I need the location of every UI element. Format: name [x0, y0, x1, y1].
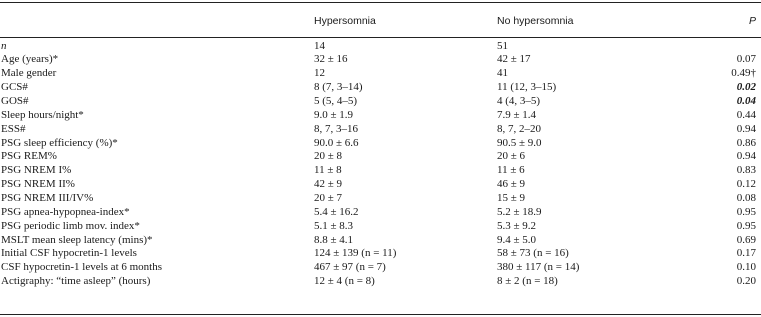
cell-hypersomnia: 11 ± 8 [314, 164, 342, 177]
table-top-rule [0, 2, 761, 3]
table-row [0, 234, 761, 248]
table-row [0, 67, 761, 81]
cell-no-hypersomnia: 11 (12, 3–15) [497, 81, 557, 94]
cell-p-value: 0.12 [736, 178, 756, 191]
cell-p-value: 0.49† [731, 67, 756, 80]
row-label: PSG periodic limb mov. index* [1, 219, 140, 232]
row-label: n [1, 39, 7, 52]
row-label: GOS# [1, 94, 29, 107]
table-row [0, 40, 761, 54]
cell-hypersomnia: 12 ± 4 (n = 8) [314, 275, 375, 288]
cell-hypersomnia: 32 ± 16 [314, 53, 348, 66]
table-row [0, 137, 761, 151]
row-label: PSG apnea-hypopnea-index* [1, 205, 130, 218]
cell-hypersomnia: 8 (7, 3–14) [314, 81, 363, 94]
row-label: GCS# [1, 81, 28, 94]
cell-no-hypersomnia: 58 ± 73 (n = 16) [497, 247, 569, 260]
header-hypersomnia: Hypersomnia [314, 15, 376, 27]
header-no-hypersomnia: No hypersomnia [497, 15, 574, 27]
cell-hypersomnia: 5.1 ± 8.3 [314, 219, 354, 232]
cell-p-value: 0.83 [736, 164, 756, 177]
cell-hypersomnia: 5 (5, 4–5) [314, 94, 358, 107]
row-label: Male gender [1, 67, 57, 80]
cell-p-value: 0.95 [736, 205, 756, 218]
cell-hypersomnia: 20 ± 7 [314, 191, 343, 204]
cell-no-hypersomnia: 8, 7, 2–20 [497, 122, 541, 135]
table-row [0, 53, 761, 67]
table-row [0, 109, 761, 123]
cell-hypersomnia: 8, 7, 3–16 [314, 122, 358, 135]
cell-no-hypersomnia: 380 ± 117 (n = 14) [497, 261, 580, 274]
cell-no-hypersomnia: 42 ± 17 [497, 53, 531, 66]
cell-no-hypersomnia: 11 ± 6 [497, 164, 525, 177]
table-row [0, 95, 761, 109]
cell-hypersomnia: 90.0 ± 6.6 [314, 136, 359, 149]
row-label: PSG NREM II% [1, 178, 75, 191]
cell-p-value: 0.69 [736, 233, 756, 246]
table-row [0, 178, 761, 192]
row-label: PSG REM% [1, 150, 57, 163]
cell-no-hypersomnia: 5.2 ± 18.9 [497, 205, 542, 218]
cell-no-hypersomnia: 5.3 ± 9.2 [497, 219, 537, 232]
cell-p-value: 0.02 [736, 81, 756, 94]
cell-no-hypersomnia: 20 ± 6 [497, 150, 526, 163]
cell-p-value: 0.94 [736, 150, 756, 163]
table-body [0, 40, 761, 289]
cell-no-hypersomnia: 8 ± 2 (n = 18) [497, 275, 558, 288]
table-row [0, 275, 761, 289]
cell-no-hypersomnia: 41 [497, 67, 508, 80]
table-row [0, 192, 761, 206]
cell-hypersomnia: 14 [314, 39, 325, 52]
cell-no-hypersomnia: 90.5 ± 9.0 [497, 136, 542, 149]
cell-hypersomnia: 5.4 ± 16.2 [314, 205, 359, 218]
row-label: MSLT mean sleep latency (mins)* [1, 233, 153, 246]
row-label: Age (years)* [1, 53, 59, 66]
cell-p-value: 0.04 [736, 94, 756, 107]
cell-p-value: 0.86 [736, 136, 756, 149]
row-label: PSG sleep efficiency (%)* [1, 136, 118, 149]
cell-no-hypersomnia: 7.9 ± 1.4 [497, 108, 537, 121]
cell-hypersomnia: 42 ± 9 [314, 178, 343, 191]
cell-no-hypersomnia: 9.4 ± 5.0 [497, 233, 537, 246]
row-label: Initial CSF hypocretin-1 levels [1, 247, 137, 260]
cell-hypersomnia: 8.8 ± 4.1 [314, 233, 354, 246]
table-row [0, 123, 761, 137]
cell-p-value: 0.94 [736, 122, 756, 135]
row-label: PSG NREM I% [1, 164, 72, 177]
cell-p-value: 0.20 [736, 275, 756, 288]
cell-hypersomnia: 20 ± 8 [314, 150, 343, 163]
cell-no-hypersomnia: 15 ± 9 [497, 191, 526, 204]
cell-p-value: 0.07 [736, 53, 756, 66]
table-row [0, 164, 761, 178]
table-row [0, 220, 761, 234]
cell-hypersomnia: 12 [314, 67, 325, 80]
cell-no-hypersomnia: 4 (4, 3–5) [497, 94, 541, 107]
cell-hypersomnia: 467 ± 97 (n = 7) [314, 261, 386, 274]
table-header-row [0, 15, 761, 29]
cell-p-value: 0.95 [736, 219, 756, 232]
row-label: Actigraphy: “time asleep” (hours) [1, 275, 151, 288]
table-bottom-rule [0, 314, 761, 315]
cell-p-value: 0.44 [736, 108, 756, 121]
row-label: CSF hypocretin-1 levels at 6 months [1, 261, 163, 274]
table-row [0, 247, 761, 261]
table-row [0, 81, 761, 95]
cell-p-value: 0.08 [736, 191, 756, 204]
row-label: ESS# [1, 122, 26, 135]
cell-p-value: 0.10 [736, 261, 756, 274]
table-row [0, 261, 761, 275]
table-row [0, 150, 761, 164]
cell-no-hypersomnia: 46 ± 9 [497, 178, 526, 191]
table-header-rule [0, 37, 761, 38]
cell-no-hypersomnia: 51 [497, 39, 508, 52]
cell-hypersomnia: 124 ± 139 (n = 11) [314, 247, 397, 260]
cell-hypersomnia: 9.0 ± 1.9 [314, 108, 354, 121]
table-row [0, 206, 761, 220]
cell-p-value: 0.17 [736, 247, 756, 260]
row-label: Sleep hours/night* [1, 108, 84, 121]
row-label: PSG NREM III/IV% [1, 191, 94, 204]
header-p-value: P [748, 15, 756, 27]
